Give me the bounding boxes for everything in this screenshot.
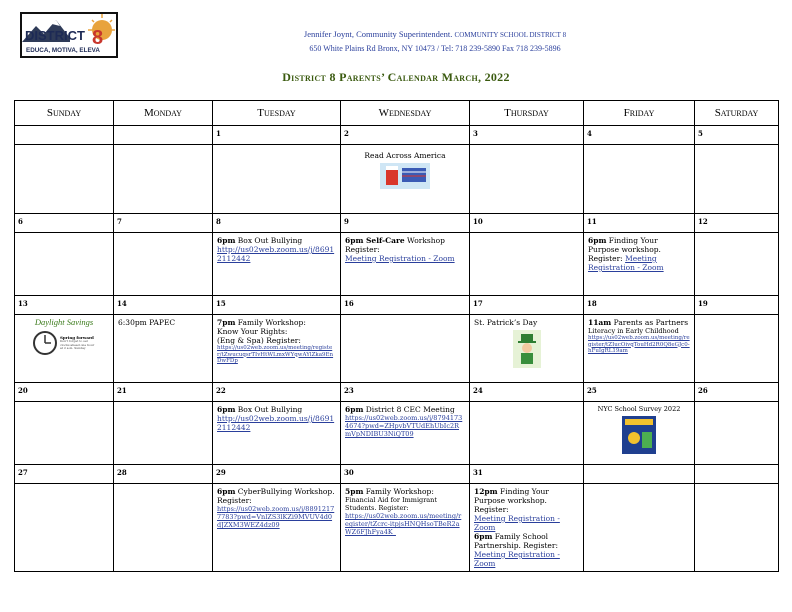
day-cell xyxy=(114,402,213,465)
event-time: 5pm xyxy=(345,487,364,496)
registration-link[interactable]: Meeting Registration - Zoom xyxy=(345,254,455,263)
event-title: Box Out Bullying xyxy=(235,236,303,245)
register-label: Register: xyxy=(474,505,509,514)
district-name: COMMUNITY SCHOOL DISTRICT 8 xyxy=(454,31,567,39)
event-cell-mar9 xyxy=(341,233,470,296)
event-time: 6pm Self-Care xyxy=(345,236,405,245)
registration-link[interactable]: https://us02web.zoom.us/meeting/register/tZcrc-itpjsHNQHsoTBeR2aWZ6FJhFya4K_ xyxy=(345,512,462,536)
date-number: 8 xyxy=(213,214,341,233)
day-cell xyxy=(341,315,470,383)
date-number: 12 xyxy=(695,214,779,233)
day-cell xyxy=(213,145,341,214)
date-number: 25 xyxy=(584,383,695,402)
day-cell xyxy=(470,145,584,214)
day-cell xyxy=(470,233,584,296)
event-cell-mar30 xyxy=(341,484,470,572)
event-subtitle: Know Your Rights: xyxy=(217,327,288,336)
registration-link[interactable]: Meeting Registration - Zoom xyxy=(588,254,664,272)
event-cell-mar14 xyxy=(114,315,213,383)
event-title: Workshop xyxy=(404,236,445,245)
event-time: 6pm xyxy=(588,236,607,245)
date-number: 30 xyxy=(341,465,470,484)
date-number: 18 xyxy=(584,296,695,315)
event-time: 6pm xyxy=(217,405,236,414)
day-cell xyxy=(584,484,695,572)
event-cell-mar17 xyxy=(470,315,584,383)
event-title: Family Workshop: xyxy=(363,487,434,496)
event-time: 7pm xyxy=(217,318,236,327)
day-cell xyxy=(695,402,779,465)
st-patricks-leprechaun-image xyxy=(513,330,541,368)
day-cell xyxy=(584,145,695,214)
zoom-link[interactable]: https://us02web.zoom.us/j/88912177783?pwd=VnlZS3lKZi9MVUV4d0dJZXM3WEZ4dz09 xyxy=(217,505,335,529)
event-title: Finding Your Purpose workshop. xyxy=(588,236,661,254)
date-number: 6 xyxy=(15,214,114,233)
event-title: Daylight Savings xyxy=(34,317,94,327)
clock-caption: Spring forward xyxy=(60,335,94,341)
day-header-saturday: Saturday xyxy=(695,101,779,126)
date-number: 28 xyxy=(114,465,213,484)
registration-link[interactable]: Meeting Registration - Zoom xyxy=(474,514,560,532)
event-time: 6pm xyxy=(217,487,236,496)
date-number: 13 xyxy=(15,296,114,315)
day-cell xyxy=(114,233,213,296)
district-8-logo xyxy=(20,12,118,58)
date-number: 23 xyxy=(341,383,470,402)
date-number: 4 xyxy=(584,126,695,145)
date-number: 19 xyxy=(695,296,779,315)
date-number: 15 xyxy=(213,296,341,315)
event-title: St. Patrick’s Day xyxy=(474,318,538,327)
date-number: 1 xyxy=(213,126,341,145)
date-number: 9 xyxy=(341,214,470,233)
day-cell xyxy=(695,484,779,572)
date-number xyxy=(695,465,779,484)
event-cell-mar23 xyxy=(341,402,470,465)
daylight-savings-clock-image xyxy=(19,330,109,356)
day-cell xyxy=(470,402,584,465)
date-number xyxy=(15,126,114,145)
date-number: 24 xyxy=(470,383,584,402)
event-cell-mar8 xyxy=(213,233,341,296)
date-number: 21 xyxy=(114,383,213,402)
event-time: 6pm xyxy=(217,236,236,245)
day-cell xyxy=(695,233,779,296)
date-number: 27 xyxy=(15,465,114,484)
svg-text:EDUCA, MOTIVA, ELEVA: EDUCA, MOTIVA, ELEVA xyxy=(26,47,100,54)
date-number: 31 xyxy=(470,465,584,484)
registration-link[interactable]: Meeting Registration - Zoom xyxy=(474,550,560,568)
day-header-tuesday: Tuesday xyxy=(213,101,341,126)
event-title: Box Out Bullying xyxy=(235,405,303,414)
date-number: 5 xyxy=(695,126,779,145)
event-title: Parents as Partners xyxy=(611,318,689,327)
registration-link[interactable]: https://us02web.zoom.us/meeting/register/tZIucOivqTouHd2R0Q8eGJc0-hFuIgRL19am xyxy=(588,335,690,354)
event-time: 6pm xyxy=(345,405,364,414)
day-cell xyxy=(695,315,779,383)
day-header-wednesday: Wednesday xyxy=(341,101,470,126)
event-time: 11am xyxy=(588,318,612,327)
day-cell xyxy=(114,145,213,214)
event-cell-mar22 xyxy=(213,402,341,465)
nyc-school-survey-image xyxy=(622,416,656,454)
event-subtitle: Financial Aid for Immigrant Students. Register: xyxy=(345,496,437,512)
day-header-sunday: Sunday xyxy=(15,101,114,126)
calendar-table xyxy=(14,100,779,572)
svg-text:DISTRICT: DISTRICT xyxy=(25,28,85,43)
date-number: 14 xyxy=(114,296,213,315)
read-across-america-image xyxy=(380,163,430,189)
event-detail: (Eng & Spa) Register: xyxy=(217,336,301,345)
date-number: 29 xyxy=(213,465,341,484)
date-number: 17 xyxy=(470,296,584,315)
zoom-link[interactable]: http://us02web.zoom.us/j/86912112442 xyxy=(217,414,335,432)
event-cell-mar18 xyxy=(584,315,695,383)
zoom-link[interactable]: http://us02web.zoom.us/j/86912112442 xyxy=(217,245,335,263)
event-cell-mar11 xyxy=(584,233,695,296)
event-cell-mar29 xyxy=(213,484,341,572)
day-cell xyxy=(695,145,779,214)
event-cell-mar15 xyxy=(213,315,341,383)
header-address: 650 White Plains Rd Bronx, NY 10473 / Tel: 718 239-5890 Fax 718 239-5896 xyxy=(309,44,561,53)
event-title: CyberBullying Workshop. xyxy=(235,487,335,496)
date-number: 22 xyxy=(213,383,341,402)
date-number: 10 xyxy=(470,214,584,233)
date-number: 7 xyxy=(114,214,213,233)
event-cell-mar31 xyxy=(470,484,584,572)
svg-text:8: 8 xyxy=(92,27,104,49)
clock-note: Don't forget to set clocks ahead one hour at 2 a.m. Sunday xyxy=(60,339,95,351)
event-title: NYC School Survey 2022 xyxy=(597,405,681,413)
page-title: District 8 Parents’ Calendar March, 2022 xyxy=(282,70,510,84)
superintendent-name: Jennifer Joynt, Community Superintendent. xyxy=(303,29,453,39)
date-number: 2 xyxy=(341,126,470,145)
zoom-link[interactable]: https://us02web.zoom.us/j/87941734674?pwd=ZHpvbVTUdEhUbIc2RmVpNDIBU3NiQT09 xyxy=(345,414,463,438)
event-cell-mar13 xyxy=(15,315,114,383)
event-title: District 8 CEC Meeting xyxy=(363,405,455,414)
event-subtitle: Literacy in Early Childhood xyxy=(588,327,679,335)
event-title: 6:30pm PAPEC xyxy=(118,318,176,327)
register-label: Register: xyxy=(345,245,380,254)
registration-link[interactable]: https://us02web.zoom.us/meeting/register/tZwucuqsrTIvHtWLmxWYqwAYlZka9EnDwFDp xyxy=(217,345,334,364)
day-cell xyxy=(15,145,114,214)
event-cell-mar25 xyxy=(584,402,695,465)
event-title: Family School Partnership. Register: xyxy=(474,532,558,550)
date-number: 26 xyxy=(695,383,779,402)
date-number: 3 xyxy=(470,126,584,145)
date-number: 20 xyxy=(15,383,114,402)
event-title: Finding Your Purpose workshop. xyxy=(474,487,549,505)
event-title: Family Workshop: xyxy=(235,318,306,327)
event-time: 6pm xyxy=(474,532,493,541)
day-header-friday: Friday xyxy=(584,101,695,126)
event-time: 12pm xyxy=(474,487,498,496)
header-superintendent-line xyxy=(160,29,710,39)
register-label: Register: xyxy=(588,254,626,263)
day-cell xyxy=(15,233,114,296)
clock-icon xyxy=(32,330,58,356)
date-number xyxy=(584,465,695,484)
day-header-thursday: Thursday xyxy=(470,101,584,126)
day-cell xyxy=(15,402,114,465)
day-header-monday: Monday xyxy=(114,101,213,126)
date-number: 16 xyxy=(341,296,470,315)
date-number: 11 xyxy=(584,214,695,233)
day-cell xyxy=(114,484,213,572)
register-label: Register: xyxy=(217,496,252,505)
event-cell-mar2 xyxy=(341,145,470,214)
day-cell xyxy=(15,484,114,572)
date-number xyxy=(114,126,213,145)
event-title: Read Across America xyxy=(364,151,446,160)
